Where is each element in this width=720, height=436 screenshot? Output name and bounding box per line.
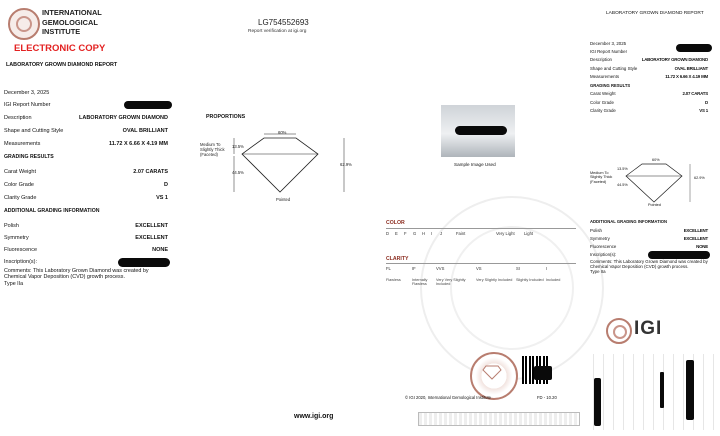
right-grading-title: GRADING RESULTS [590,83,631,88]
sample-image-caption: Sample Image Used [454,162,496,167]
color-scale-title: COLOR [386,220,405,226]
copyright: © IGI 2020, International Gemological Institute [405,395,491,400]
right-depth-percent: 62.9% [694,176,705,180]
right-row-carat: Carat Weight 2.07 CARATS [590,91,708,96]
clarity-descriptions: Flawless Internally Flawless Very Very Slightly Included Very Slightly Included Slightly Included Included [386,278,561,287]
right-row-clarity: Clarity Grade VS 1 [590,108,708,113]
right-igi-logo-icon [606,318,632,344]
row-polish: Polish EXCELLENT [4,223,168,229]
table-percent: 60% [278,130,287,135]
right-report-date: December 3, 2025 [590,41,627,46]
right-row-color: Color Grade D [590,100,708,105]
stub-redaction-2 [686,360,694,420]
right-row-report-number: IGI Report Number [590,49,628,54]
verification-link[interactable]: Report verification at igi.org [248,29,307,34]
report-date: December 3, 2025 [4,90,50,96]
right-report-title: LABORATORY GROWN DIAMOND REPORT [606,11,704,16]
right-row-measurements: Measurements 11.72 X 6.66 X 4.19 MM [590,74,708,79]
right-row-fluorescence: Fluorescence NONE [590,244,708,249]
additional-info-title: ADDITIONAL GRADING INFORMATION [4,208,100,214]
right-redacted-inscription [648,251,710,259]
crown-percent: 13.5% [232,144,244,149]
watermark-seal-inner [450,226,574,350]
pavilion-percent: 44.5% [232,170,244,175]
form-code: FD - 10.20 [537,395,557,400]
right-girdle-label: Medium To Slightly Thick (Faceted) [590,171,613,184]
right-row-inscription: Inscription(s): [590,252,617,257]
row-clarity: Clarity Grade VS 1 [4,195,168,201]
row-carat: Carat Weight 2.07 CARATS [4,169,168,175]
proportions-title: PROPORTIONS [206,114,246,120]
stub-redaction-3 [660,372,664,408]
row-report-number: IGI Report Number [4,102,51,108]
diamond-icon [482,364,502,380]
row-color: Color Grade D [4,182,168,188]
clarity-scale-line [386,263,576,264]
redacted-qr-block [534,366,552,380]
report-number: LG754552693 [258,18,309,27]
girdle-label: Medium To Slightly Thick (Faceted) [200,142,225,157]
row-inscription: Inscription(s): [4,259,38,265]
color-scale-grades: D E F G H I J Faint Very Light Light [386,231,534,236]
right-additional-title: ADDITIONAL GRADING INFORMATION [590,219,668,224]
right-igi-logo-text: IGI [634,318,663,339]
clarity-scale-grades: FL IF VVS VS SI I [386,266,548,271]
website-link[interactable]: www.igi.org [294,413,334,420]
redacted-image-inscription [455,126,507,135]
electronic-copy-label: ELECTRONIC COPY [14,43,106,54]
rotated-stub [584,354,714,430]
redacted-report-number [124,101,172,109]
right-row-polish: Polish EXCELLENT [590,228,708,233]
right-table-percent: 60% [652,158,660,162]
redacted-inscription [118,258,170,267]
culet-label: Pointed [276,197,291,202]
row-symmetry: Symmetry EXCELLENT [4,235,168,241]
stub-redaction-1 [594,378,601,426]
proportions-diagram [198,126,363,206]
color-scale-line [386,228,576,229]
row-fluorescence: Fluorescence NONE [4,247,168,253]
clarity-scale-title: CLARITY [386,256,409,262]
bottom-stripe [418,412,580,426]
grading-results-title: GRADING RESULTS [4,154,54,160]
brand-name: INTERNATIONAL GEMOLOGICAL INSTITUTE [42,8,102,37]
right-row-description: Description LABORATORY GROWN DIAMOND [590,57,708,62]
right-pavilion-percent: 44.5% [617,183,628,187]
report-title: LABORATORY GROWN DIAMOND REPORT [6,62,118,68]
right-row-shape: Shape and Cutting Style OVAL BRILLIANT [590,66,708,71]
right-culet-label: Pointed [648,203,661,207]
igi-logo-icon [8,8,40,40]
right-row-symmetry: Symmetry EXCELLENT [590,236,708,241]
depth-percent: 62.9% [340,162,352,167]
right-comments: Comments: This Laboratory Grown Diamond was created by Chemical Vapor Deposition (CVD) growth process. Type IIa [590,259,708,274]
row-description: Description LABORATORY GROWN DIAMOND [4,115,168,121]
row-measurements: Measurements 11.72 X 6.66 X 4.19 MM [4,141,168,147]
right-crown-percent: 13.5% [617,167,628,171]
comments: Comments: This Laboratory Grown Diamond was created by Chemical Vapor Deposition (CVD) growth process. Type IIa [4,268,149,287]
row-shape: Shape and Cutting Style OVAL BRILLIANT [4,128,168,134]
